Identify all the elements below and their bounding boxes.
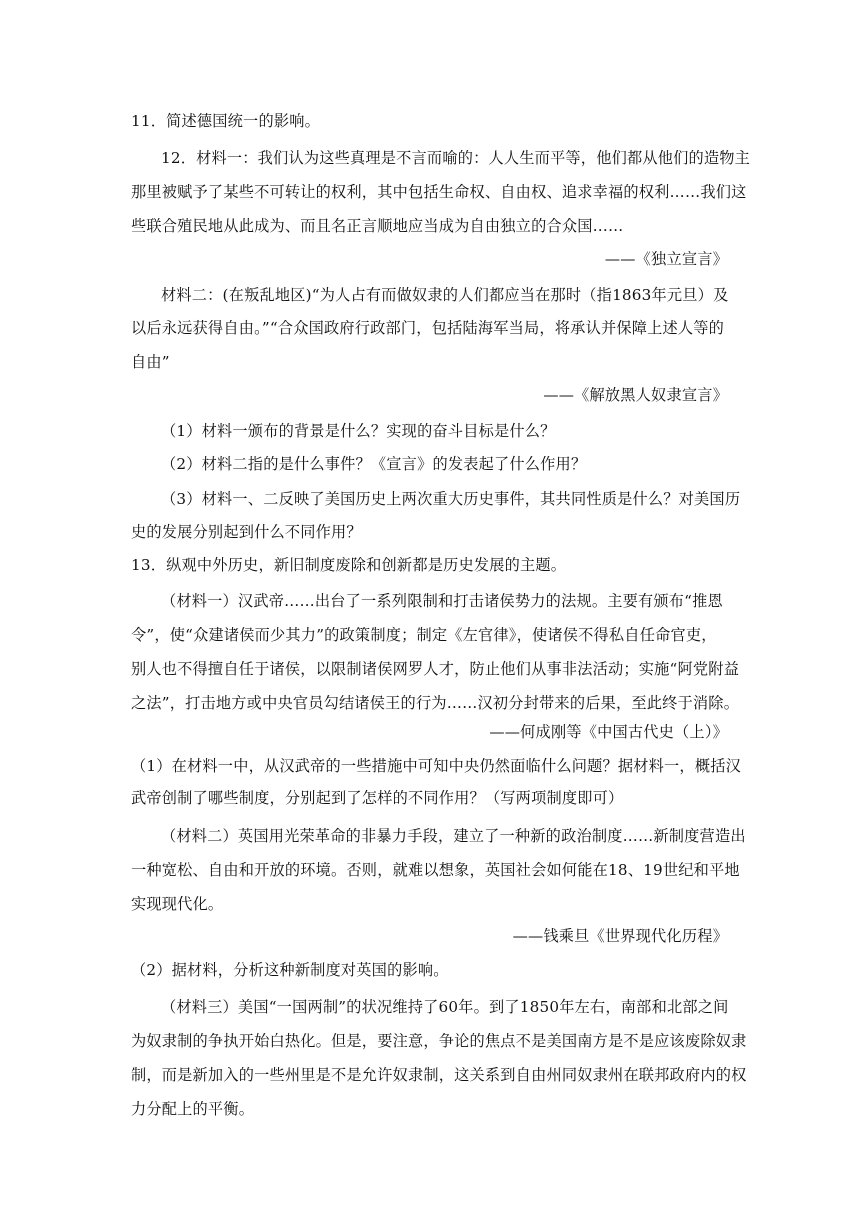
question-13-material-1-line-2: 令”，使“众建诸侯而少其力”的政策制度；制定《左官律》，使诸侯不得私自任命官吏，	[131, 626, 717, 644]
question-12-material-2-line-2: 以后永远获得自由。”“合众国政府行政部门，包括陆海军当局，将承认并保障上述人等的	[131, 319, 725, 337]
question-13-material-3-line-3: 制，而是新加入的一些州里是不是允许奴隶制，这关系到自由州同奴隶州在联邦政府内的权	[131, 1066, 747, 1084]
question-13-material-1-line-4: 之法”，打击地方或中央官员勾结诸侯王的行为……汉初分封带来的后果，至此终于消除。	[131, 694, 740, 712]
question-13-material-1-line-3: 别人也不得擅自任于诸侯，以限制诸侯网罗人才，防止他们从事非法活动；实施“阿党附益	[131, 660, 740, 678]
question-12-sub-1: （1）材料一颁布的背景是什么？实现的奋斗目标是什么？	[161, 422, 556, 440]
question-13-material-1-line-1: （材料一）汉武帝……出台了一系列限制和打击诸侯势力的法规。主要有颁布“推恩	[161, 592, 723, 610]
question-12-sub-3-line-1: （3）材料一、二反映了美国历史上两次重大历史事件，其共同性质是什么？对美国历	[161, 490, 741, 508]
question-12-source-1: ——《独立宣言》	[604, 250, 728, 268]
question-13-material-2-line-3: 实现现代化。	[131, 895, 224, 913]
question-13-material-2-line-1: （材料二）英国用光荣革命的非暴力手段，建立了一种新的政治制度……新制度营造出	[161, 827, 746, 845]
question-13: 13．纵观中外历史，新旧制度废除和创新都是历史发展的主题。	[131, 556, 567, 574]
question-13-material-3-line-1: （材料三）美国“一国两制”的状况维持了60年。到了1850年左右，南部和北部之间	[161, 998, 729, 1016]
question-12-source-2: ——《解放黑人奴隶宣言》	[543, 386, 728, 404]
question-12-sub-2: （2）材料二指的是什么事件？《宣言》的发表起了什么作用？	[161, 455, 587, 473]
question-13-source-2: ——钱乘旦《世界现代化历程》	[512, 927, 728, 945]
question-13-sub-2: （2）据材料，分析这种新制度对英国的影响。	[131, 961, 449, 979]
question-13-source-1: ——何成刚等《中国古代史（上）》	[489, 723, 728, 741]
question-12-material-1-line-1: 12．材料一：我们认为这些真理是不言而喻的：人人生而平等，他们都从他们的造物主	[161, 149, 751, 167]
question-13-material-3-line-4: 力分配上的平衡。	[131, 1100, 255, 1118]
question-13-material-3-line-2: 为奴隶制的争执开始白热化。但是，要注意，争论的焦点不是美国南方是不是应该废除奴隶	[131, 1032, 747, 1050]
question-12-material-1-line-3: 些联合殖民地从此成为、而且名正言顺地应当成为自由独立的合众国……	[131, 217, 624, 235]
question-12-sub-3-line-2: 史的发展分别起到什么不同作用？	[131, 523, 362, 541]
question-13-sub-1-line-2: 武帝创制了哪些制度，分别起到了怎样的不同作用？（写两项制度即可）	[131, 789, 624, 807]
question-12-material-2-line-3: 自由”	[131, 353, 170, 371]
question-12-material-1-line-2: 那里被赋予了某些不可转让的权利，其中包括生命权、自由权、追求幸福的权利……我们这	[131, 183, 747, 201]
question-13-sub-1-line-1: （1）在材料一中，从汉武帝的一些措施中可知中央仍然面临什么问题？据材料一，概括汉	[131, 757, 741, 775]
question-13-material-2-line-2: 一种宽松、自由和开放的环境。否则，就难以想象，英国社会如何能在18、19世纪和平地	[131, 861, 740, 879]
question-11: 11．简述德国统一的影响。	[131, 112, 320, 130]
question-12-material-2-line-1: 材料二：(在叛乱地区)“为人占有而做奴隶的人们都应当在那时（指1863年元旦）及	[161, 286, 729, 304]
